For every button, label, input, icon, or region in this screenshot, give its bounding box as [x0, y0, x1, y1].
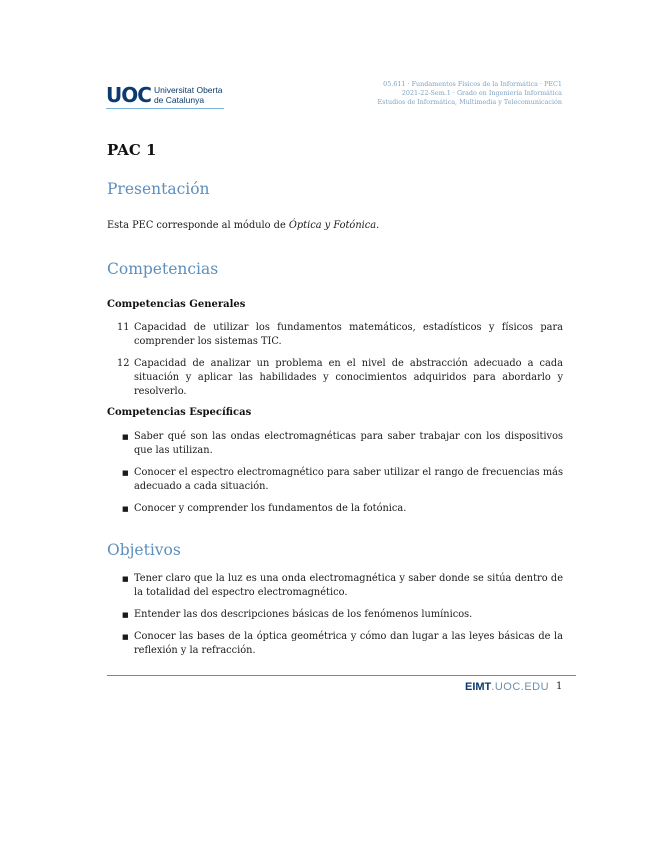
list-item: 12 Capacidad de analizar un problema en el nivel de abstracción adecuado a cada situación y aplicar las habilidades y conocimientos adquiridos para abordarlo y resolverlo. [117, 358, 563, 397]
header-course: 05.611 · Fundamentos Físicos de la Informática · PEC1 [383, 80, 562, 88]
section-heading-competencias: Competencias [107, 260, 219, 278]
bullet-icon: ■ [122, 633, 129, 641]
generales-list [107, 321, 563, 407]
subheading-especificas: Competencias Específicas [107, 407, 252, 418]
list-item: ■ Tener claro que la luz es una onda electromagnética y saber donde se sitúa dentro de la totalidad del espectro electromagnético. [122, 573, 563, 598]
presentacion-text: Esta PEC corresponde al módulo de Óptica y Fotónica. [107, 220, 380, 231]
page-title: PAC 1 [107, 141, 157, 159]
header-studies: Estudios de Informática, Multimedia y Telecomunicación [377, 97, 562, 106]
objetivos-list [107, 572, 563, 666]
list-item: ■ Conocer las bases de la óptica geométrica y cómo dan lugar a las leyes básicas de la reflexión y la refracción. [122, 631, 563, 656]
list-item: 11 Capacidad de utilizar los fundamentos matemáticos, estadísticos y físicos para comprender los sistemas TIC. [117, 322, 563, 347]
list-item: ■ Conocer el espectro electromagnético para saber utilizar el rango de frecuencias más adecuado a cada situación. [122, 467, 563, 492]
section-heading-objetivos: Objetivos [107, 541, 181, 559]
list-item: ■ Conocer y comprender los fundamentos de la fotónica. [122, 503, 407, 514]
subheading-generales: Competencias Generales [107, 299, 246, 310]
logo-underline [106, 108, 224, 109]
header-semester: 2021-22-Sem.1 · Grado en Ingeniería Informática [401, 88, 562, 97]
module-name: Óptica y Fotónica [288, 220, 377, 231]
section-heading-presentacion: Presentación [107, 180, 210, 198]
bullet-icon: ■ [122, 611, 129, 619]
list-item: ■ Saber qué son las ondas electromagnéticas para saber trabajar con los dispositivos que las utilizan. [122, 431, 563, 456]
uoc-logo-mark: UOC [106, 83, 151, 107]
bullet-icon: ■ [122, 469, 129, 477]
especificas-list [107, 430, 563, 524]
page-number: 1 [556, 681, 563, 692]
bullet-icon: ■ [122, 433, 129, 441]
uoc-logo-text: Universitat Oberta de Catalunya [153, 85, 223, 105]
list-item: ■ Entender las dos descripciones básicas de los fenómenos lumínicos. [122, 609, 473, 620]
bullet-icon: ■ [122, 505, 129, 513]
header-meta [377, 80, 562, 106]
bullet-icon: ■ [122, 575, 129, 583]
uoc-logo [106, 80, 222, 110]
footer-brand: EIMT.UOC.EDU [465, 681, 550, 693]
footer-divider [107, 675, 576, 676]
